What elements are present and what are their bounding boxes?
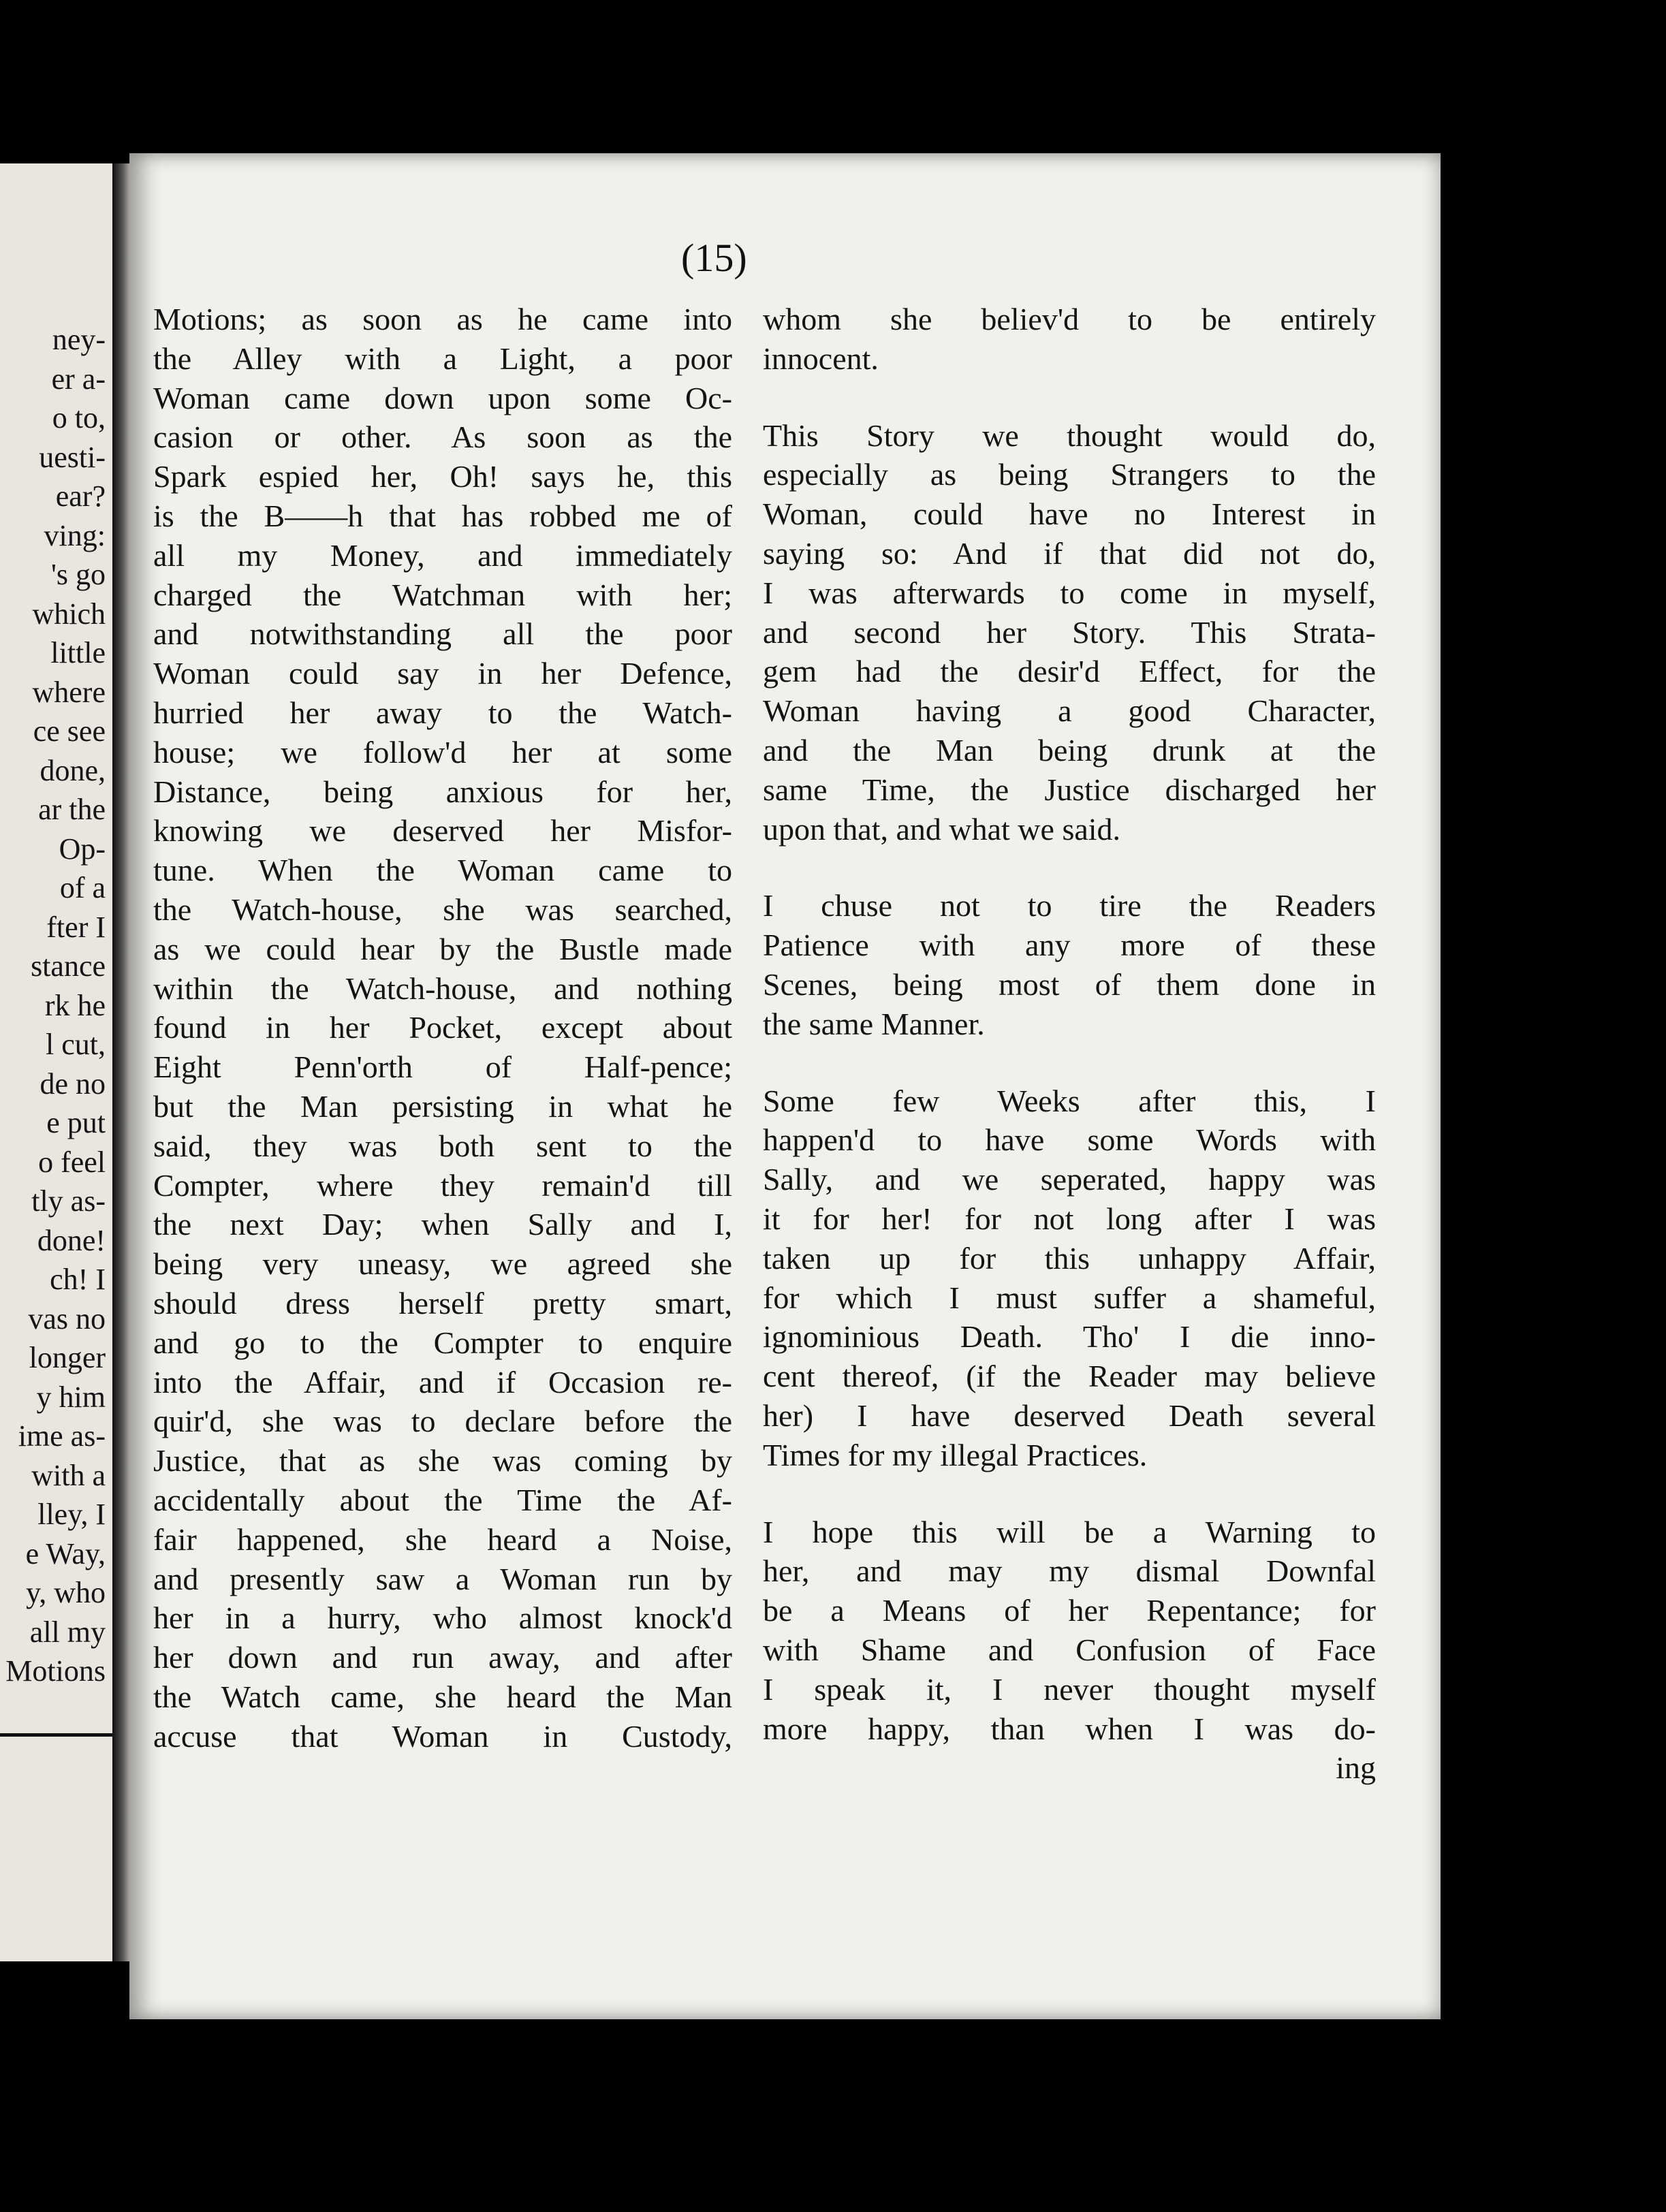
text-line: is the B——h that has robbed me of [153,498,732,533]
text-line: Woman having a good Character, [763,693,1376,729]
fragment-line: ney- [52,323,106,356]
fragment-line: Motions [5,1654,106,1688]
fragment-line: uesti- [39,440,106,474]
text-line: the Alley with a Light, a poor [153,341,732,376]
fragment-line: de no [40,1066,106,1101]
fragment-line: done! [37,1223,106,1257]
text-line: and presently saw a Woman run by [153,1561,732,1596]
page-number: (15) [681,236,747,280]
left-text-column [153,300,732,1756]
fragment-line: where [32,675,106,709]
text-line: and second her Story. This Strata- [763,614,1376,650]
fragment-line: tly as- [31,1184,106,1218]
text-line: the next Day; when Sally and I, [153,1207,732,1242]
text-line: and notwithstanding all the poor [153,616,732,652]
text-line: Scenes, being most of them done in [763,966,1376,1002]
text-line: ignominious Death. Tho' I die inno- [763,1319,1376,1355]
text-line: as we could hear by the Bustle made [153,931,732,966]
text-line: Distance, being anxious for her, [153,774,732,809]
text-line: I speak it, I never thought myself [763,1671,1376,1707]
text-line: Woman came down upon some Oc- [153,380,732,415]
text-line: cent thereof, (if the Reader may believe [763,1359,1376,1394]
text-line: being very uneasy, we agreed she [153,1246,732,1282]
paragraph-gap [763,379,1376,416]
text-line: for which I must suffer a shameful, [763,1280,1376,1315]
text-line: house; we follow'd her at some [153,734,732,770]
text-line: especially as being Strangers to the [763,457,1376,492]
text-line: accuse that Woman in Custody, [153,1718,732,1754]
text-line: saying so: And if that did not do, [763,535,1376,571]
text-line: gem had the desir'd Effect, for the [763,654,1376,689]
text-line: This Story we thought would do, [763,417,1376,453]
fragment-line: which [32,597,106,631]
text-line: ing [1336,1750,1376,1786]
text-line: should dress herself pretty smart, [153,1285,732,1321]
text-line: Compter, where they remain'd till [153,1167,732,1203]
text-line: it for her! for not long after I was [763,1201,1376,1236]
text-line: I chuse not to tire the Readers [763,888,1376,923]
text-line: with Shame and Confusion of Face [763,1632,1376,1667]
text-line: Woman could say in her Defence, [153,656,732,691]
text-line: hurried her away to the Watch- [153,695,732,730]
text-line: and go to the Compter to enquire [153,1325,732,1360]
fragment-line: ear? [55,479,106,513]
fragment-line: o to, [52,401,106,434]
text-line: her in a hurry, who almost knock'd [153,1600,732,1636]
text-line: and the Man being drunk at the [763,732,1376,768]
fragment-line: little [50,636,106,669]
fragment-line: longer [29,1341,106,1374]
text-line: said, they was both sent to the [153,1128,732,1163]
text-line: charged the Watchman with her; [153,577,732,612]
fragment-line: y, who [26,1576,106,1609]
text-line: same Time, the Justice discharged her [763,772,1376,807]
page-end-rule [0,1733,112,1737]
text-line: Justice, that as she was coming by [153,1443,732,1479]
text-line: the same Manner. [763,1006,985,1041]
fragment-line: ce see [33,714,106,748]
text-line: her, and may my dismal Downfal [763,1553,1376,1589]
text-line: fair happened, she heard a Noise, [153,1521,732,1557]
text-line: Motions; as soon as he came into [153,302,732,336]
text-line: accidentally about the Time the Af- [153,1482,732,1517]
fragment-line: of a [59,871,106,904]
fragment-line: e Way, [25,1536,106,1570]
text-line: upon that, and what we said. [763,811,1121,847]
text-line: I hope this will be a Warning to [763,1514,1376,1549]
fragment-line: ime as- [18,1419,106,1453]
fragment-line: with a [31,1458,106,1492]
text-line: her down and run away, and after [153,1640,732,1675]
text-line: tune. When the Woman came to [153,853,732,888]
text-line: but the Man persisting in what he [153,1088,732,1124]
fragment-line: fter I [46,910,106,944]
text-line: Eight Penn'orth of Half-pence; [153,1049,732,1085]
text-line: Sally, and we seperated, happy was [763,1162,1376,1197]
text-line: found in her Pocket, except about [153,1010,732,1045]
text-line: casion or other. As soon as the [153,420,732,455]
fragment-line: ar the [38,793,106,826]
text-line: the Watch came, she heard the Man [153,1679,732,1714]
text-line: happen'd to have some Words with [763,1122,1376,1158]
fragment-line: o feel [38,1145,106,1179]
right-text-column [763,300,1376,1788]
text-line: Patience with any more of these [763,928,1376,963]
paragraph-gap [763,1475,1376,1513]
text-line: Spark espied her, Oh! says he, this [153,459,732,494]
text-line: I was afterwards to come in myself, [763,575,1376,610]
fragment-line: lley, I [37,1498,106,1531]
text-line: whom she believ'd to be entirely [763,302,1376,336]
paragraph-gap [763,1044,1376,1081]
text-line: be a Means of her Repentance; for [763,1593,1376,1628]
text-line: her) I have deserved Death several [763,1397,1376,1433]
text-line: all my Money, and immediately [153,537,732,573]
text-line: knowing we deserved her Misfor- [153,813,732,849]
fragment-line: l cut, [46,1028,106,1061]
text-line: within the Watch-house, and nothing [153,970,732,1006]
fragment-line: ch! I [50,1263,106,1296]
fragment-line: all my [29,1615,106,1649]
facing-page-fragment [0,163,112,1961]
text-line: the Watch-house, she was searched, [153,891,732,927]
text-line: innocent. [763,341,879,376]
facing-page-text [5,320,106,1691]
text-line: into the Affair, and if Occasion re- [153,1364,732,1400]
text-line: Some few Weeks after this, I [763,1083,1376,1118]
text-line: more happy, than when I was do- [763,1711,1376,1746]
fragment-line: stance [31,949,106,983]
fragment-line: rk he [44,988,106,1022]
fragment-line: er a- [51,362,106,396]
fragment-line: Op- [59,832,106,866]
fragment-line: y him [36,1380,106,1414]
fragment-line: done, [40,753,106,787]
text-line: Times for my illegal Practices. [763,1437,1148,1472]
text-line: quir'd, she was to declare before the [153,1404,732,1439]
fragment-line: e put [46,1106,106,1139]
paragraph-gap [763,849,1376,886]
fragment-line: ving: [44,518,106,552]
text-line: taken up for this unhappy Affair, [763,1240,1376,1276]
text-line: Woman, could have no Interest in [763,496,1376,532]
fragment-line: vas no [28,1301,106,1336]
fragment-line: 's go [50,558,106,591]
